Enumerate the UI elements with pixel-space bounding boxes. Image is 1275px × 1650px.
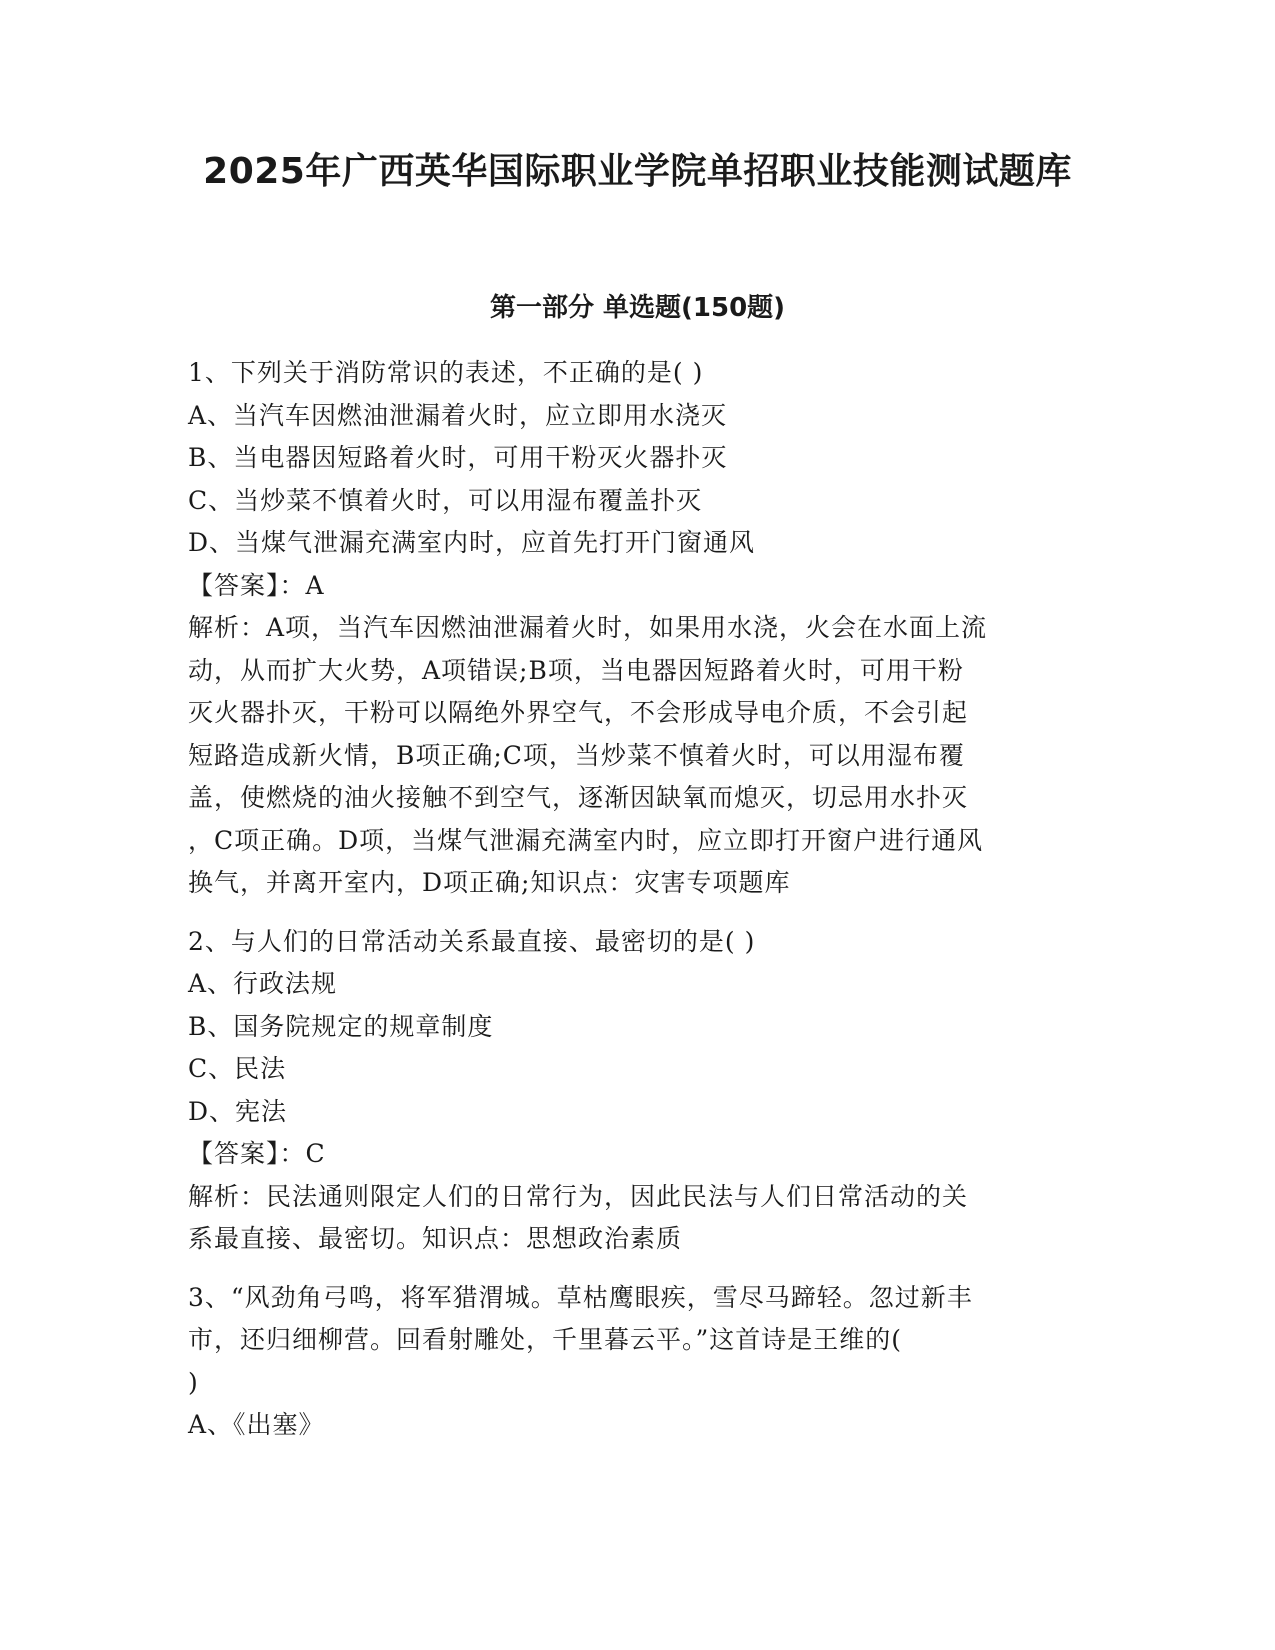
analysis-line: 解析：A项，当汽车因燃油泄漏着火时，如果用水浇，火会在水面上流 [188, 613, 988, 642]
section-title: 第一部分 单选题(150题) [489, 293, 786, 323]
analysis-line: 动，从而扩大火势，A项错误;B项，当电器因短路着火时，可用干粉 [188, 655, 964, 685]
option-d: D、宪法 [188, 1096, 288, 1126]
option-c: C、当炒菜不慎着火时，可以用湿布覆盖扑灭 [188, 485, 703, 515]
analysis-line: 换气，并离开室内，D项正确;知识点：灾害专项题库 [188, 868, 791, 897]
analysis-line: 灭火器扑灭，干粉可以隔绝外界空气，不会形成导电介质，不会引起 [188, 698, 969, 727]
question-stem: 1、下列关于消防常识的表述，不正确的是( ) [188, 358, 704, 387]
option-a: A、《出塞》 [188, 1410, 325, 1439]
option-c: C、民法 [188, 1054, 287, 1083]
question-stem: 市，还归细柳营。回看射雕处，千里暮云平。”这首诗是王维的( [188, 1325, 903, 1354]
analysis-line: 解析：民法通则限定人们的日常行为，因此民法与人们日常活动的关 [188, 1181, 969, 1211]
question-list [188, 352, 1088, 1463]
analysis-line: 盖，使燃烧的油火接触不到空气，逐渐因缺氧而熄灭，切忌用水扑灭 [188, 783, 969, 812]
answer-label: 【答案】：A [188, 570, 325, 600]
answer-label: 【答案】：C [188, 1139, 326, 1168]
document-title: 2025年广西英华国际职业学院单招职业技能测试题库 [203, 151, 1072, 192]
option-d: D、当煤气泄漏充满室内时，应首先打开门窗通风 [188, 528, 756, 557]
question-stem: 3、“风劲角弓鸣，将军猎渭城。草枯鹰眼疾，雪尽马蹄轻。忽过新丰 [188, 1282, 973, 1312]
option-b: B、当电器因短路着火时，可用干粉灭火器扑灭 [188, 443, 728, 472]
option-a: A、行政法规 [188, 969, 338, 998]
analysis-line: 系最直接、最密切。知识点：思想政治素质 [188, 1224, 683, 1253]
option-b: B、国务院规定的规章制度 [188, 1011, 494, 1041]
analysis-line: ，C项正确。D项，当煤气泄漏充满室内时，应立即打开窗户进行通风 [188, 825, 984, 855]
question-stem: 2、与人们的日常活动关系最直接、最密切的是( ) [188, 926, 756, 956]
question-2 [188, 921, 1088, 1261]
option-a: A、当汽车因燃油泄漏着火时，应立即用水浇灭 [188, 400, 728, 430]
analysis-line: 短路造成新火情，B项正确;C项，当炒菜不慎着火时，可以用湿布覆 [188, 740, 965, 770]
question-3 [188, 1277, 1088, 1447]
question-stem: ) [188, 1367, 199, 1397]
question-1 [188, 352, 1088, 905]
